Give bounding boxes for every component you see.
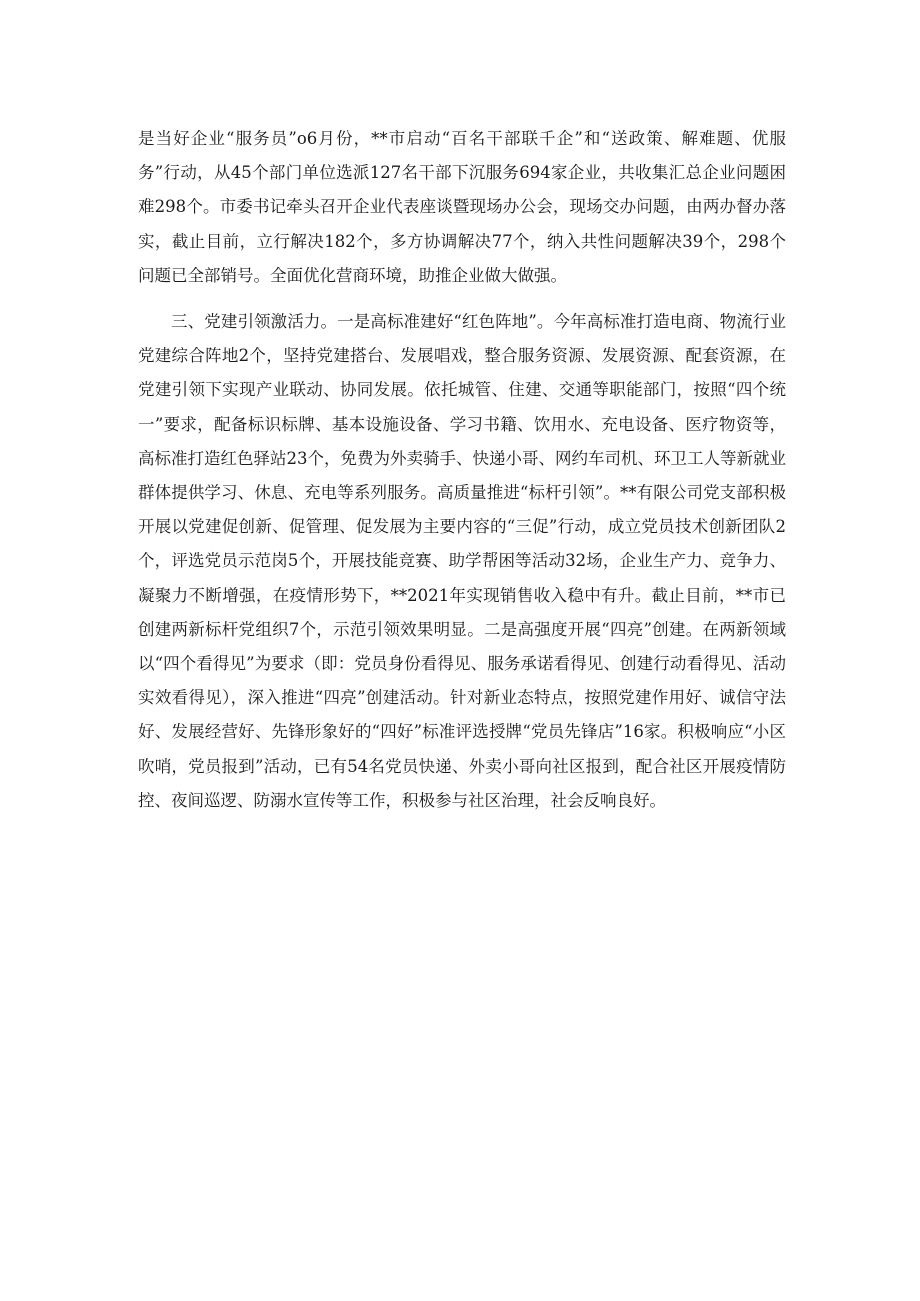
paragraph-party-building: 三、党建引领激活力。一是高标准建好“红色阵地”。今年高标准打造电商、物流行业党建综合阵地2个，坚持党建搭台、发展唱戏，整合服务资源、发展资源、配套资源，在党建引领下实现产业联动、协同发展。依托城管、住建、交通等职能部门，按照“四个统一”要求，配备标识标牌、基本设施设备、学习书籍、饮用水、充电设备、医疗物资等，高标准打造红色驿站23个，免费为外卖骑手、快递小哥、网约车司机、环卫工人等新就业群体提供学习、休息、充电等系列服务。高质量推进“标杆引领”。**有限公司党支部积极开展以党建促创新、促管理、促发展为主要内容的“三促”行动，成立党员技术创新团队2个，评选党员示范岗5个，开展技能竞赛、助学帮困等活动32场，企业生产力、竞争力、凝聚力不断增强，在疫情形势下，**2021年实现销售收入稳中有升。截止目前，**市已创建两新标杆党组织7个，示范引领效果明显。二是高强度开展“四亮”创建。在两新领域以“四个看得见”为要求（即：党员身份看得见、服务承诺看得见、创建行动看得见、活动实效看得见），深入推进“四亮”创建活动。针对新业态特点，按照党建作用好、诚信守法好、发展经营好、先锋形象好的“四好”标准评选授牌“党员先锋店”16家。积极响应“小区吹哨，党员报到”活动，已有54名党员快递、外卖小哥向社区报到，配合社区开展疫情防控、夜间巡逻、防溺水宣传等工作，积极参与社区治理，社会反响良好。: [138, 312, 786, 810]
paragraph-service-staff: 是当好企业“服务员”o6月份，**市启动“百名干部联千企”和“送政策、解难题、优服务”行动，从45个部门单位选派127名干部下沉服务694家企业，共收集汇总企业问题困难298个。市委书记牵头召开企业代表座谈暨现场办公会，现场交办问题，由两办督办落实，截止目前，立行解决182个，多方协调解决77个，纳入共性问题解决39个，298个问题已全部销号。全面优化营商环境，助推企业做大做强。: [138, 129, 786, 285]
document-body: [138, 122, 786, 818]
